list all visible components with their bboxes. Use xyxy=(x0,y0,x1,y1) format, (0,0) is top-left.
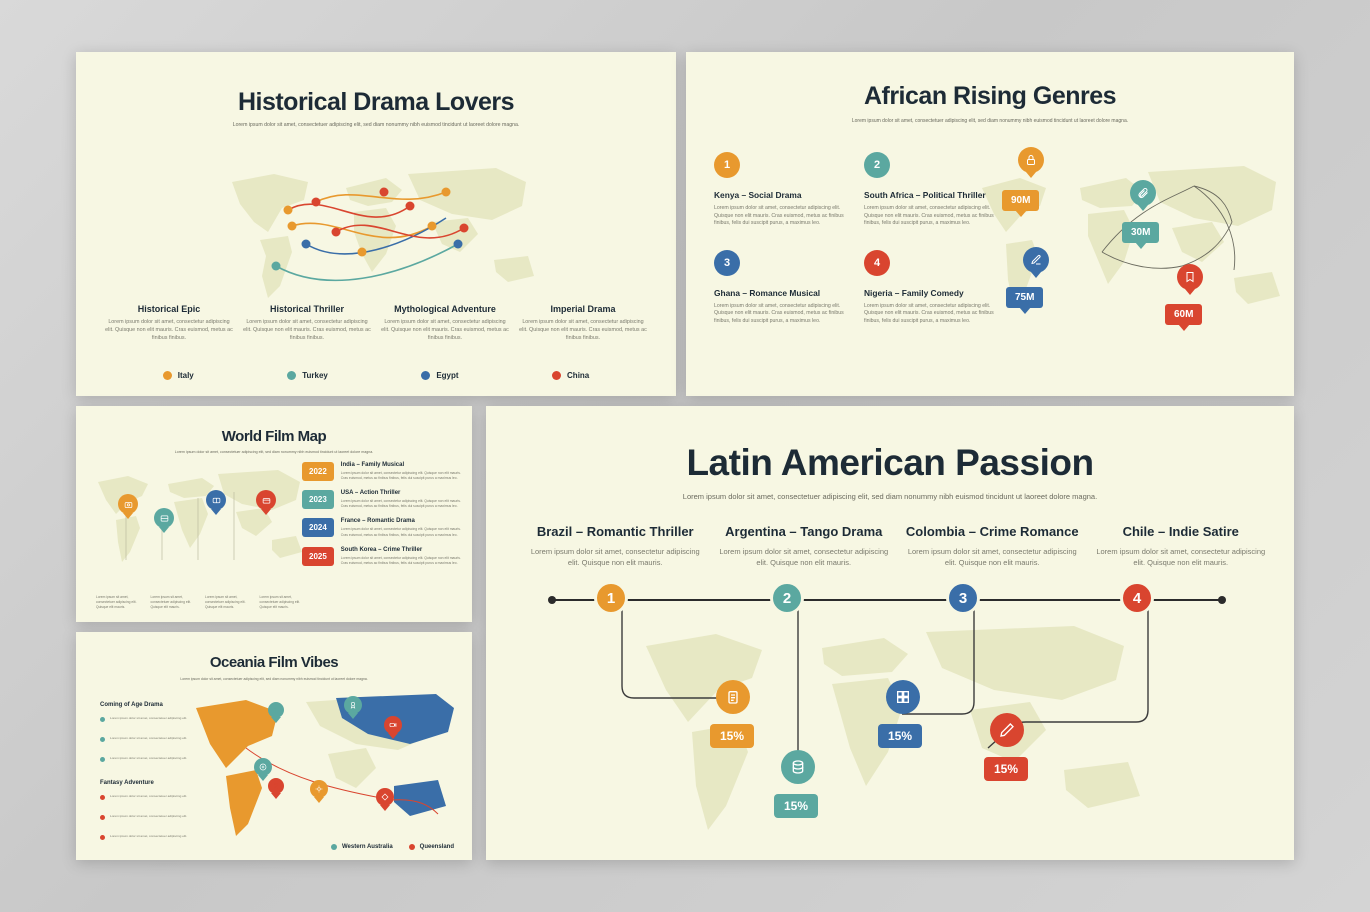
column-heading: Argentina – Tango Drama xyxy=(725,524,883,539)
slide5-column-2 xyxy=(905,524,1080,569)
item-heading: France – Romantic Drama xyxy=(340,518,415,525)
slide2-item-3 xyxy=(864,250,1014,326)
item-body: Lorem ipsum dolor sit amet, consectetur adipiscing elit. Quisque non elit mauris. Cras euismod, metus ac finibus finibus, felis dui suscipit purus, a maximus leo. xyxy=(864,205,994,227)
group1-bullet-2 xyxy=(100,756,188,762)
bullet-text: Lorem ipsum dolor sit amet, consectetuer adipiscing elit. xyxy=(110,736,188,740)
year-badge: 2025 xyxy=(302,547,334,566)
slide3-item-2 xyxy=(302,518,462,537)
step-icon-database[interactable] xyxy=(781,750,815,784)
clapperboard-icon xyxy=(262,496,271,505)
map-pin-edit[interactable] xyxy=(1023,247,1049,273)
slide4-title: Oceania Film Vibes xyxy=(209,654,339,671)
plus-circle-icon xyxy=(259,763,267,771)
slide3-item-3 xyxy=(302,547,462,566)
legend-label: Egypt xyxy=(436,371,459,380)
step-number: 4 xyxy=(1132,589,1142,607)
film-icon xyxy=(160,514,169,523)
step-number: 1 xyxy=(606,589,616,607)
slide5-subtitle: Lorem ipsum dolor sit amet, consectetuer adipiscing elit, sed diam nonummy nibh euismod tincidunt ut laoreet dolore magna. xyxy=(682,492,1098,501)
marker-value: 60M xyxy=(1174,309,1194,320)
legend-label: Italy xyxy=(177,371,194,380)
legend-dot-icon xyxy=(552,371,561,380)
item-heading: South Africa – Political Thriller xyxy=(864,190,986,200)
slide3-item-0 xyxy=(302,462,462,481)
bookmark-icon xyxy=(1184,271,1196,283)
map-tag-30m[interactable] xyxy=(1122,222,1159,243)
item-body: Lorem ipsum dolor sit amet, consectetur adipiscing elit. Quisque non elit mauris. Cras euismod, metus ac finibus finibus, felis dui suscipit purus, a maximus leo. xyxy=(714,302,844,324)
map-pin-award[interactable] xyxy=(344,696,362,714)
bullet-dot-icon xyxy=(100,717,105,722)
step-number: 3 xyxy=(958,589,968,607)
bullet-text: Lorem ipsum dolor sit amet, consectetuer adipiscing elit. xyxy=(110,794,188,798)
slide1-columns xyxy=(104,304,648,342)
legend-item-italy xyxy=(163,371,194,380)
ticket-icon xyxy=(212,496,221,505)
map-pin-tag[interactable] xyxy=(376,788,394,806)
item-heading: Kenya – Social Drama xyxy=(714,190,802,200)
group2-bullet-1 xyxy=(100,814,188,820)
timeline-step-1[interactable] xyxy=(594,581,628,615)
column-heading: Historical Thriller xyxy=(269,304,345,314)
item-heading: USA – Action Thriller xyxy=(340,490,401,497)
column-body: Lorem ipsum dolor sit amet, consectetur adipiscing elit. Quisque non elit mauris. Cras euismod, metus ac finibus finibus. xyxy=(105,319,233,341)
step-number-badge: 1 xyxy=(714,152,740,178)
caption: Lorem ipsum sit amet, consectetuer adipiscing elit. Quisque elit mauris. xyxy=(150,595,192,610)
marker-number: 1 xyxy=(273,705,279,715)
legend-dot-icon xyxy=(287,371,296,380)
legend-dot-icon xyxy=(421,371,430,380)
column-heading: Imperial Drama xyxy=(550,304,616,314)
step-icon-clipboard[interactable] xyxy=(716,680,750,714)
slide1-column-2 xyxy=(380,304,510,342)
group1-bullet-1 xyxy=(100,736,188,742)
map-pin-clapper[interactable] xyxy=(256,490,276,510)
column-heading: Colombia – Crime Romance xyxy=(905,524,1079,539)
legend-label: Queensland xyxy=(419,844,454,850)
caption: Lorem ipsum sit amet, consectetuer adipiscing elit. Quisque elit mauris. xyxy=(259,595,301,610)
slide-world-film-map[interactable] xyxy=(76,406,472,622)
legend-dot-icon xyxy=(163,371,172,380)
step1-percent: 15% xyxy=(710,724,754,748)
legend-label: China xyxy=(567,371,590,380)
bullet-text: Lorem ipsum dolor sit amet, consectetuer adipiscing elit. xyxy=(110,834,188,838)
bullet-dot-icon xyxy=(100,757,105,762)
gear-icon xyxy=(315,785,323,793)
map-tag-75m[interactable] xyxy=(1006,287,1043,308)
step-number: 2 xyxy=(782,589,792,607)
item-body: Lorem ipsum dolor sit amet, consectetur adipiscing elit. Quisque non elit mauris. Cras euismod, metus ac finibus finibus, felis dui suscipit purus a maximus leo. xyxy=(340,527,461,537)
legend-label: Turkey xyxy=(302,371,328,380)
item-heading: Ghana – Romance Musical xyxy=(714,287,821,298)
slide3-subtitle: Lorem ipsum dolor sit amet, consectetuer adipiscing elit, sed diam nonummy nibh euismod tincidunt ut laoreet dolore magna. xyxy=(174,450,374,454)
item-body: Lorem ipsum dolor sit amet, consectetur adipiscing elit. Quisque non elit mauris. Cras euismod, metus ac finibus finibus, felis dui suscipit purus, a maximus leo. xyxy=(864,302,994,324)
column-heading: Mythological Adventure xyxy=(394,304,496,314)
legend-label: Western Australia xyxy=(341,844,393,850)
map-pin-camera[interactable] xyxy=(118,494,138,514)
map-pin-lock[interactable] xyxy=(1018,147,1044,173)
slide3-bottom-captions xyxy=(96,595,308,610)
award-icon xyxy=(349,701,357,709)
year-badge: 2023 xyxy=(302,490,334,509)
slide3-items xyxy=(302,462,462,575)
year-badge: 2022 xyxy=(302,462,334,481)
step-number-badge: 3 xyxy=(714,250,740,276)
timeline-step-2[interactable] xyxy=(770,581,804,615)
column-body: Lorem ipsum dolor sit amet, consectetur adipiscing elit. Quisque non elit mauris. xyxy=(1096,547,1266,567)
group1-heading: Coming of Age Drama xyxy=(100,702,163,708)
map-marker-2[interactable] xyxy=(268,778,284,794)
legend-dot-icon xyxy=(331,844,337,850)
column-body: Lorem ipsum dolor sit amet, consectetur adipiscing elit. Quisque non elit mauris. Cras euismod, metus ac finibus finibus. xyxy=(243,319,371,341)
column-body: Lorem ipsum dolor sit amet, consectetur adipiscing elit. Quisque non elit mauris. Cras euismod, metus ac finibus finibus. xyxy=(519,319,647,341)
marker-value: 75M xyxy=(1015,292,1035,303)
slide-oceania-film-vibes[interactable] xyxy=(76,632,472,860)
legend-item-egypt xyxy=(421,371,458,380)
slide5-columns xyxy=(528,524,1268,569)
slide1-legend xyxy=(116,371,636,380)
item-body: Lorem ipsum dolor sit amet, consectetur adipiscing elit. Quisque non elit mauris. Cras euismod, metus ac finibus finibus, felis dui suscipit purus a maximus leo. xyxy=(340,499,461,509)
year-badge: 2024 xyxy=(302,518,334,537)
marker-number: 2 xyxy=(273,781,279,791)
map-pin-bookmark[interactable] xyxy=(1177,264,1203,290)
world-map-graphic xyxy=(186,690,466,838)
item-heading: India – Family Musical xyxy=(340,462,405,468)
slide4-subtitle: Lorem ipsum dolor sit amet, consectetuer adipiscing elit, sed diam nonummy nibh euismod tincidunt ut laoreet dolore magna. xyxy=(180,677,368,681)
map-tag-60m[interactable] xyxy=(1165,304,1202,325)
lock-icon xyxy=(1025,154,1037,166)
column-body: Lorem ipsum dolor sit amet, consectetur adipiscing elit. Quisque non elit mauris. xyxy=(907,547,1077,567)
bullet-text: Lorem ipsum dolor sit amet, consectetuer adipiscing elit. xyxy=(110,716,188,720)
timeline-step-3[interactable] xyxy=(946,581,980,615)
slide-african-rising-genres[interactable] xyxy=(686,52,1294,396)
column-body: Lorem ipsum dolor sit amet, consectetur adipiscing elit. Quisque non elit mauris. xyxy=(719,547,889,567)
map-pin-film[interactable] xyxy=(154,508,174,528)
legend-item-turkey xyxy=(287,371,328,380)
step-number-badge: 4 xyxy=(864,250,890,276)
map-tag-90m[interactable] xyxy=(1002,190,1039,211)
item-body: Lorem ipsum dolor sit amet, consectetur adipiscing elit. Quisque non elit mauris. Cras euismod, metus ac finibus finibus, felis dui suscipit purus, a maximus leo. xyxy=(714,205,844,227)
item-body: Lorem ipsum dolor sit amet, consectetur adipiscing elit. Quisque non elit mauris. Cras euismod, metus ac finibus finibus, felis dui suscipit purus a maximus leo. xyxy=(340,471,461,481)
video-icon xyxy=(389,721,397,729)
database-icon xyxy=(790,759,806,775)
marker-value: 30M xyxy=(1131,227,1151,238)
camera-icon xyxy=(124,500,133,509)
legend-item-western-australia xyxy=(331,844,393,850)
legend-item-queensland xyxy=(409,844,454,850)
step2-percent: 15% xyxy=(774,794,818,818)
legend-dot-icon xyxy=(409,844,415,850)
edit-icon xyxy=(1030,254,1042,266)
column-heading: Historical Epic xyxy=(137,304,201,314)
slide2-items xyxy=(714,152,1014,347)
slide1-column-3 xyxy=(518,304,648,342)
grid-icon xyxy=(895,689,911,705)
caption: Lorem ipsum sit amet, consectetuer adipiscing elit. Quisque elit mauris. xyxy=(96,595,137,610)
slide2-item-0 xyxy=(714,152,864,228)
slide1-title: Historical Drama Lovers xyxy=(237,88,515,116)
slide1-column-1 xyxy=(242,304,372,342)
slide5-column-3 xyxy=(1094,524,1269,569)
bullet-text: Lorem ipsum dolor sit amet, consectetuer adipiscing elit. xyxy=(110,814,188,818)
pen-icon xyxy=(999,722,1015,738)
item-heading: South Korea – Crime Thriller xyxy=(340,546,423,553)
slide-historical-drama-lovers[interactable] xyxy=(76,52,676,396)
item-heading: Nigeria – Family Comedy xyxy=(864,287,964,298)
bullet-text: Lorem ipsum dolor sit amet, consectetuer adipiscing elit. xyxy=(110,756,188,760)
slide3-item-1 xyxy=(302,490,462,509)
paperclip-icon xyxy=(1137,187,1149,199)
bullet-dot-icon xyxy=(100,795,105,800)
slide4-legend xyxy=(331,844,454,850)
map-pin-settings[interactable] xyxy=(310,780,328,798)
world-map-graphic xyxy=(196,148,556,308)
bullet-dot-icon xyxy=(100,815,105,820)
slide1-subtitle: Lorem ipsum dolor sit amet, consectetuer adipiscing elit, sed diam nonummy nibh euismod tincidunt ut laoreet dolore magna. xyxy=(232,122,520,128)
bullet-dot-icon xyxy=(100,835,105,840)
bullet-dot-icon xyxy=(100,737,105,742)
group2-bullet-0 xyxy=(100,794,188,800)
map-pin-video[interactable] xyxy=(384,716,402,734)
slide2-item-2 xyxy=(714,250,864,326)
step-icon-grid[interactable] xyxy=(886,680,920,714)
slide1-column-0 xyxy=(104,304,234,342)
map-pin-paperclip[interactable] xyxy=(1130,180,1156,206)
step-icon-pen[interactable] xyxy=(990,713,1024,747)
column-heading: Brazil – Romantic Thriller xyxy=(536,524,694,539)
column-body: Lorem ipsum dolor sit amet, consectetur adipiscing elit. Quisque non elit mauris. xyxy=(530,547,700,567)
slide2-title: African Rising Genres xyxy=(863,82,1117,110)
map-pin-plus[interactable] xyxy=(254,758,272,776)
map-pin-ticket[interactable] xyxy=(206,490,226,510)
slide5-column-0 xyxy=(528,524,703,569)
tag-icon xyxy=(381,793,389,801)
column-heading: Chile – Indie Satire xyxy=(1122,524,1239,539)
group1-bullet-0 xyxy=(100,716,188,722)
group2-bullet-2 xyxy=(100,834,188,840)
step4-percent: 15% xyxy=(984,757,1028,781)
clipboard-icon xyxy=(725,689,741,705)
timeline-step-4[interactable] xyxy=(1120,581,1154,615)
slide5-title: Latin American Passion xyxy=(686,442,1094,483)
step-number-badge: 2 xyxy=(864,152,890,178)
legend-item-china xyxy=(552,371,589,380)
marker-value: 90M xyxy=(1011,195,1031,206)
item-body: Lorem ipsum dolor sit amet, consectetur adipiscing elit. Quisque non elit mauris. Cras euismod, metus ac finibus finibus, felis dui suscipit purus a maximus leo. xyxy=(340,555,461,565)
slide5-column-1 xyxy=(717,524,892,569)
slide2-subtitle: Lorem ipsum dolor sit amet, consectetuer adipiscing elit, sed diam nonummy nibh euismod tincidunt ut laoreet dolore magna. xyxy=(851,118,1129,124)
step3-percent: 15% xyxy=(878,724,922,748)
slide-latin-american-passion[interactable] xyxy=(486,406,1294,860)
slide3-title: World Film Map xyxy=(221,428,327,445)
caption: Lorem ipsum sit amet, consectetuer adipiscing elit. Quisque elit mauris. xyxy=(205,595,246,610)
slide2-item-1 xyxy=(864,152,1014,228)
map-marker-1[interactable] xyxy=(268,702,284,718)
world-map-graphic xyxy=(92,464,312,574)
group2-heading: Fantasy Adventure xyxy=(100,780,154,786)
column-body: Lorem ipsum dolor sit amet, consectetur adipiscing elit. Quisque non elit mauris. Cras euismod, metus ac finibus finibus. xyxy=(381,319,509,341)
